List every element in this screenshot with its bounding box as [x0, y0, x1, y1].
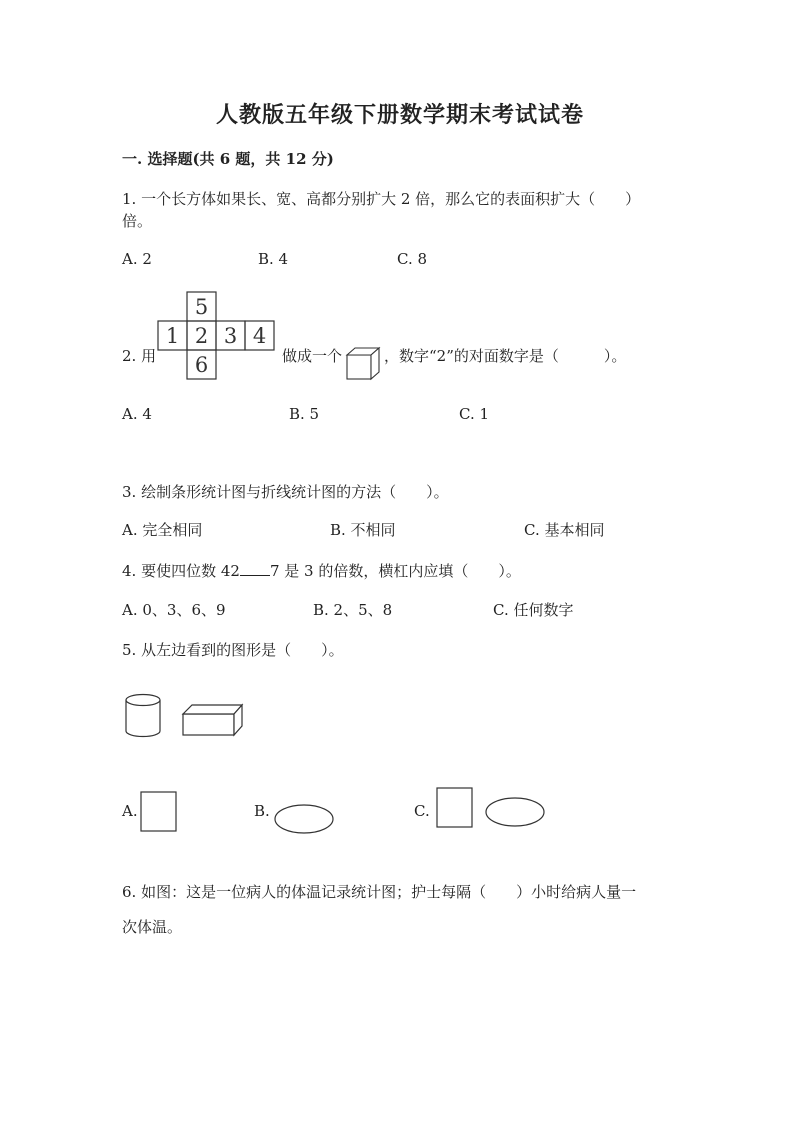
question-3-line-1: 3. 绘制条形统计图与折线统计图的方法（ ）。: [122, 483, 449, 501]
question-6-line-1: 6. 如图：这是一位病人的体温记录统计图；护士每隔（ ）小时给病人量一: [122, 883, 637, 901]
cylinder-figure: [124, 693, 164, 739]
question-5-line-1: 5. 从左边看到的图形是（ ）。: [122, 641, 344, 659]
net-number: 5: [194, 295, 209, 319]
question-2-option-c: C. 1: [459, 405, 490, 423]
question-2-middle: 做成一个: [282, 347, 343, 365]
net-number: 3: [223, 324, 238, 348]
cube-net-figure: [158, 290, 278, 382]
question-4-text-a: 4. 要使四位数 42: [122, 562, 240, 580]
question-5-option-c: C.: [414, 802, 430, 820]
cube-icon: [346, 346, 382, 382]
question-4-option-b: B. 2、5、8: [313, 601, 393, 619]
cuboid-figure: [182, 703, 244, 737]
question-2-prefix: 2. 用: [122, 347, 157, 365]
question-4-blank: [240, 563, 270, 576]
ellipse-option-figure: [273, 803, 335, 835]
question-6-line-2: 次体温。: [122, 918, 183, 936]
net-number: 4: [252, 324, 267, 348]
question-4-option-c: C. 任何数字: [493, 601, 574, 619]
question-2-option-a: A. 4: [122, 405, 152, 423]
question-5-option-b: B.: [254, 802, 270, 820]
question-4-text-b: 7 是 3 的倍数，横杠内应填（ ）。: [269, 562, 521, 580]
square-option-figure: [140, 791, 178, 833]
question-3-option-c: C. 基本相同: [524, 521, 605, 539]
section-heading: 一. 选择题(共 6 题，共 12 分): [122, 150, 334, 168]
question-1-option-c: C. 8: [397, 250, 428, 268]
question-2-option-b: B. 5: [289, 405, 320, 423]
question-1-line-2: 倍。: [122, 212, 153, 230]
question-5-option-a: A.: [122, 802, 138, 820]
question-4-line-1: [122, 560, 521, 581]
net-number: 1: [165, 324, 180, 348]
net-number: 6: [194, 353, 209, 377]
question-1-option-b: B. 4: [258, 250, 289, 268]
ellipse-option-figure: [484, 796, 546, 828]
question-4-option-a: A. 0、3、6、9: [122, 601, 226, 619]
question-2-suffix: ，数字“2”的对面数字是（ ）。: [384, 347, 627, 365]
question-1-option-a: A. 2: [122, 250, 152, 268]
question-3-option-b: B. 不相同: [330, 521, 396, 539]
square-option-figure: [436, 787, 474, 829]
question-1-line-1: 1. 一个长方体如果长、宽、高都分别扩大 2 倍，那么它的表面积扩大（ ）: [122, 190, 641, 208]
net-number: 2: [194, 324, 209, 348]
question-3-option-a: A. 完全相同: [122, 521, 203, 539]
page-title: 人教版五年级下册数学期末考试试卷: [215, 102, 584, 128]
